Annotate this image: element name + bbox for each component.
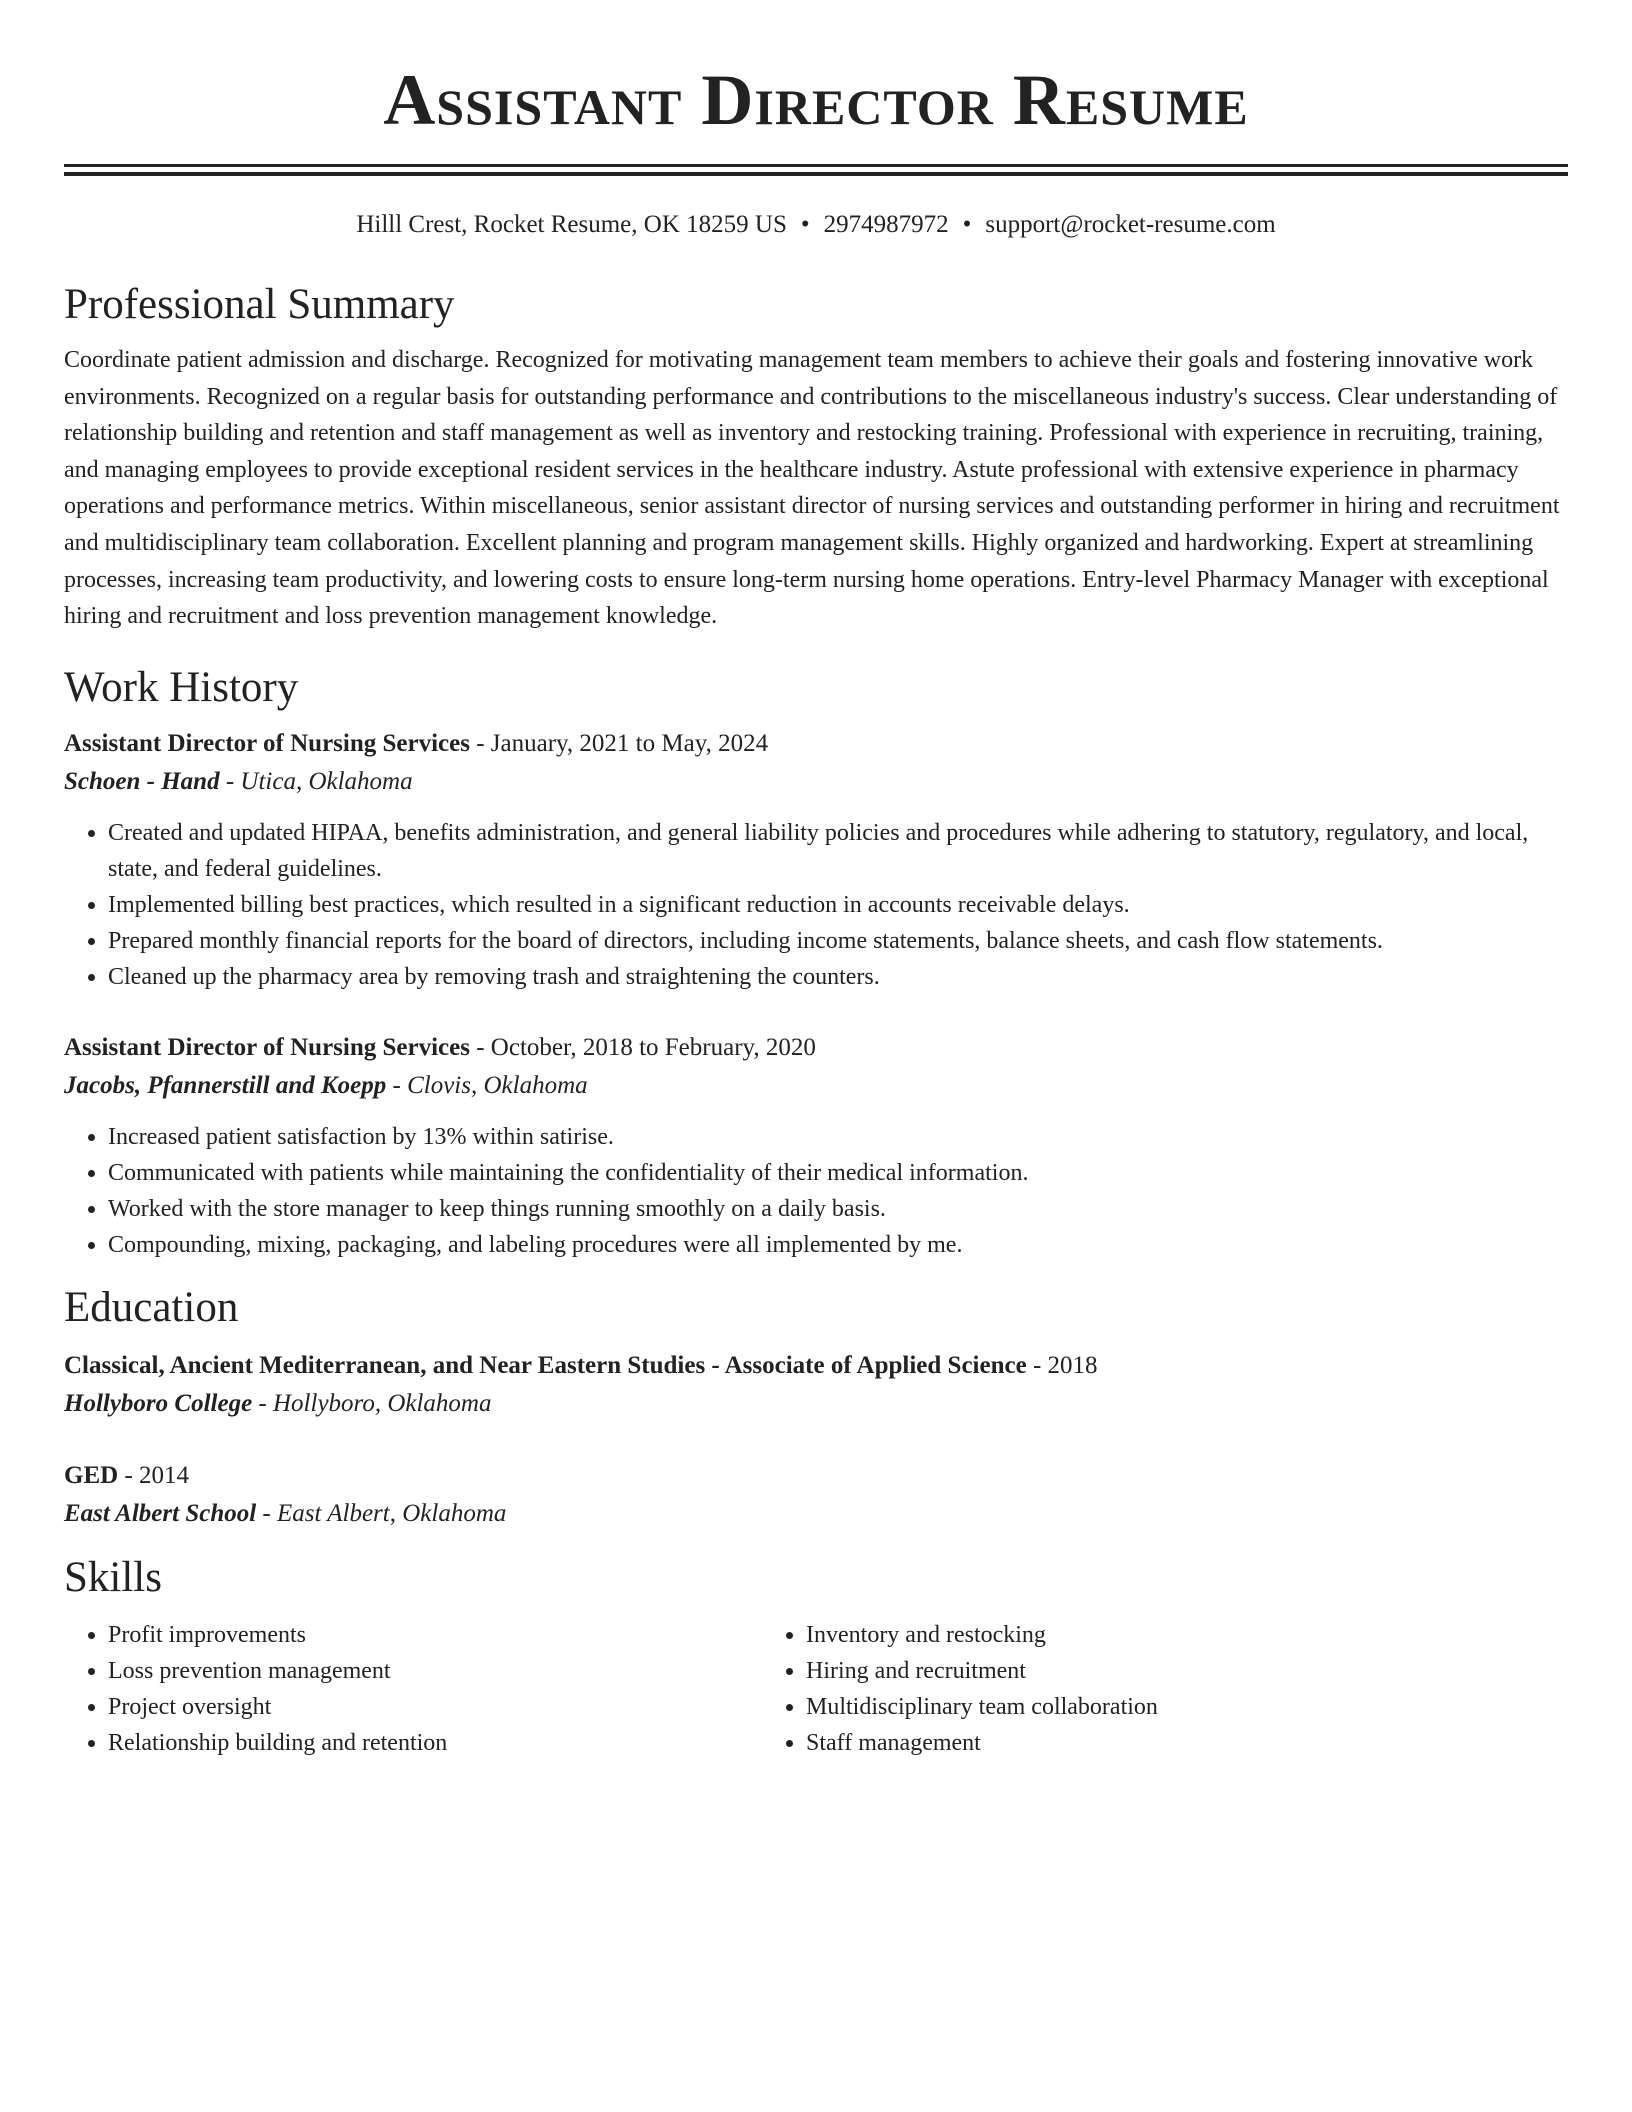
job-title: Assistant Director of Nursing Services [64, 729, 470, 757]
contact-email: support@rocket-resume.com [985, 211, 1276, 238]
job-entry [64, 1029, 1568, 1263]
degree: Classical, Ancient Mediterranean, and Near Eastern Studies - Associate of Applied Science [64, 1351, 1027, 1379]
job-title: Assistant Director of Nursing Services [64, 1033, 470, 1061]
school-name: Hollyboro College [64, 1389, 253, 1417]
resume-title: Assistant Director Resume [383, 60, 1249, 140]
skill-item: • Relationship building and retention [108, 1725, 762, 1761]
job-bullets [64, 815, 1568, 995]
summary-text: Coordinate patient admission and discharge. Recognized for motivating management team members to achieve their goals and fostering innovative work environments. Recognized on a regular basis for outstanding performance and contributions to the miscellaneous industry's success. Clear understanding of relationship building and retention and staff management as well as inventory and restocking training. Professional with experience in recruiting, training, and managing employees to provide exceptional resident services in the healthcare industry. Astute professional with extensive experience in pharmacy operations and performance metrics. Within miscellaneous, senior assistant director of nursing services and outstanding performer in hiring and recruitment and multidisciplinary team collaboration. Excellent planning and program management skills. Highly organized and hardworking. Expert at streamlining processes, increasing team productivity, and lowering costs to ensure long-term nursing home operations. Entry-level Pharmacy Manager with exceptional hiring and recruitment and loss prevention management knowledge. [64, 347, 1560, 630]
employer-name: Jacobs, Pfannerstill and Koepp [64, 1071, 387, 1099]
job-location: - Utica, Oklahoma [219, 767, 413, 795]
job-location: - Clovis, Oklahoma [386, 1071, 588, 1099]
education-entry [64, 1347, 1568, 1423]
skills-column-left [64, 1617, 762, 1761]
graduation-year: - 2018 [1026, 1351, 1098, 1379]
section-heading-summary: Professional Summary [64, 281, 455, 328]
contact-separator: • [962, 211, 972, 238]
school-location: - East Albert, Oklahoma [256, 1499, 507, 1527]
contact-phone: 2974987972 [823, 211, 949, 238]
graduation-year: - 2014 [118, 1461, 190, 1489]
contact-separator: • [800, 211, 810, 238]
list-item: • Worked with the store manager to keep things running smoothly on a daily basis. [108, 1191, 1568, 1227]
section-heading-skills: Skills [64, 1553, 162, 1601]
degree: GED [64, 1461, 119, 1489]
job-dates: - January, 2021 to May, 2024 [469, 729, 769, 757]
skills-list [64, 1617, 1568, 1761]
job-dates: - October, 2018 to February, 2020 [469, 1033, 816, 1061]
list-item: • Compounding, mixing, packaging, and labeling procedures were all implemented by me. [108, 1227, 1568, 1263]
list-item: • Communicated with patients while maintaining the confidentiality of their medical information. [108, 1155, 1568, 1191]
skill-item: • Staff management [806, 1725, 1460, 1761]
skill-item: • Profit improvements [108, 1617, 762, 1653]
contact-address: Hilll Crest, Rocket Resume, OK 18259 US [356, 211, 787, 238]
job-entry [64, 725, 1568, 995]
section-heading-work-history: Work History [64, 663, 299, 711]
skill-item: • Loss prevention management [108, 1653, 762, 1689]
employer-name: Schoen - Hand [64, 767, 220, 795]
job-bullets [64, 1119, 1568, 1263]
section-heading-education: Education [64, 1283, 239, 1331]
skills-column-right [762, 1617, 1460, 1761]
list-item: • Created and updated HIPAA, benefits administration, and general liability policies and procedures while adhering to statutory, regulatory, and local, state, and federal guidelines. [108, 815, 1568, 887]
list-item: • Increased patient satisfaction by 13% within satirise. [108, 1119, 1568, 1155]
list-item: • Cleaned up the pharmacy area by removing trash and straightening the counters. [108, 959, 1568, 995]
title-divider [64, 164, 1568, 176]
school-location: - Hollyboro, Oklahoma [252, 1389, 492, 1417]
list-item: • Prepared monthly financial reports for the board of directors, including income statements, balance sheets, and cash flow statements. [108, 923, 1568, 959]
education-entry [64, 1457, 1568, 1533]
school-name: East Albert School [64, 1499, 257, 1527]
skill-item: • Inventory and restocking [806, 1617, 1460, 1653]
skill-item: • Hiring and recruitment [806, 1653, 1460, 1689]
skill-item: • Project oversight [108, 1689, 762, 1725]
contact-line [64, 210, 1568, 240]
skill-item: • Multidisciplinary team collaboration [806, 1689, 1460, 1725]
list-item: • Implemented billing best practices, which resulted in a significant reduction in accounts receivable delays. [108, 887, 1568, 923]
